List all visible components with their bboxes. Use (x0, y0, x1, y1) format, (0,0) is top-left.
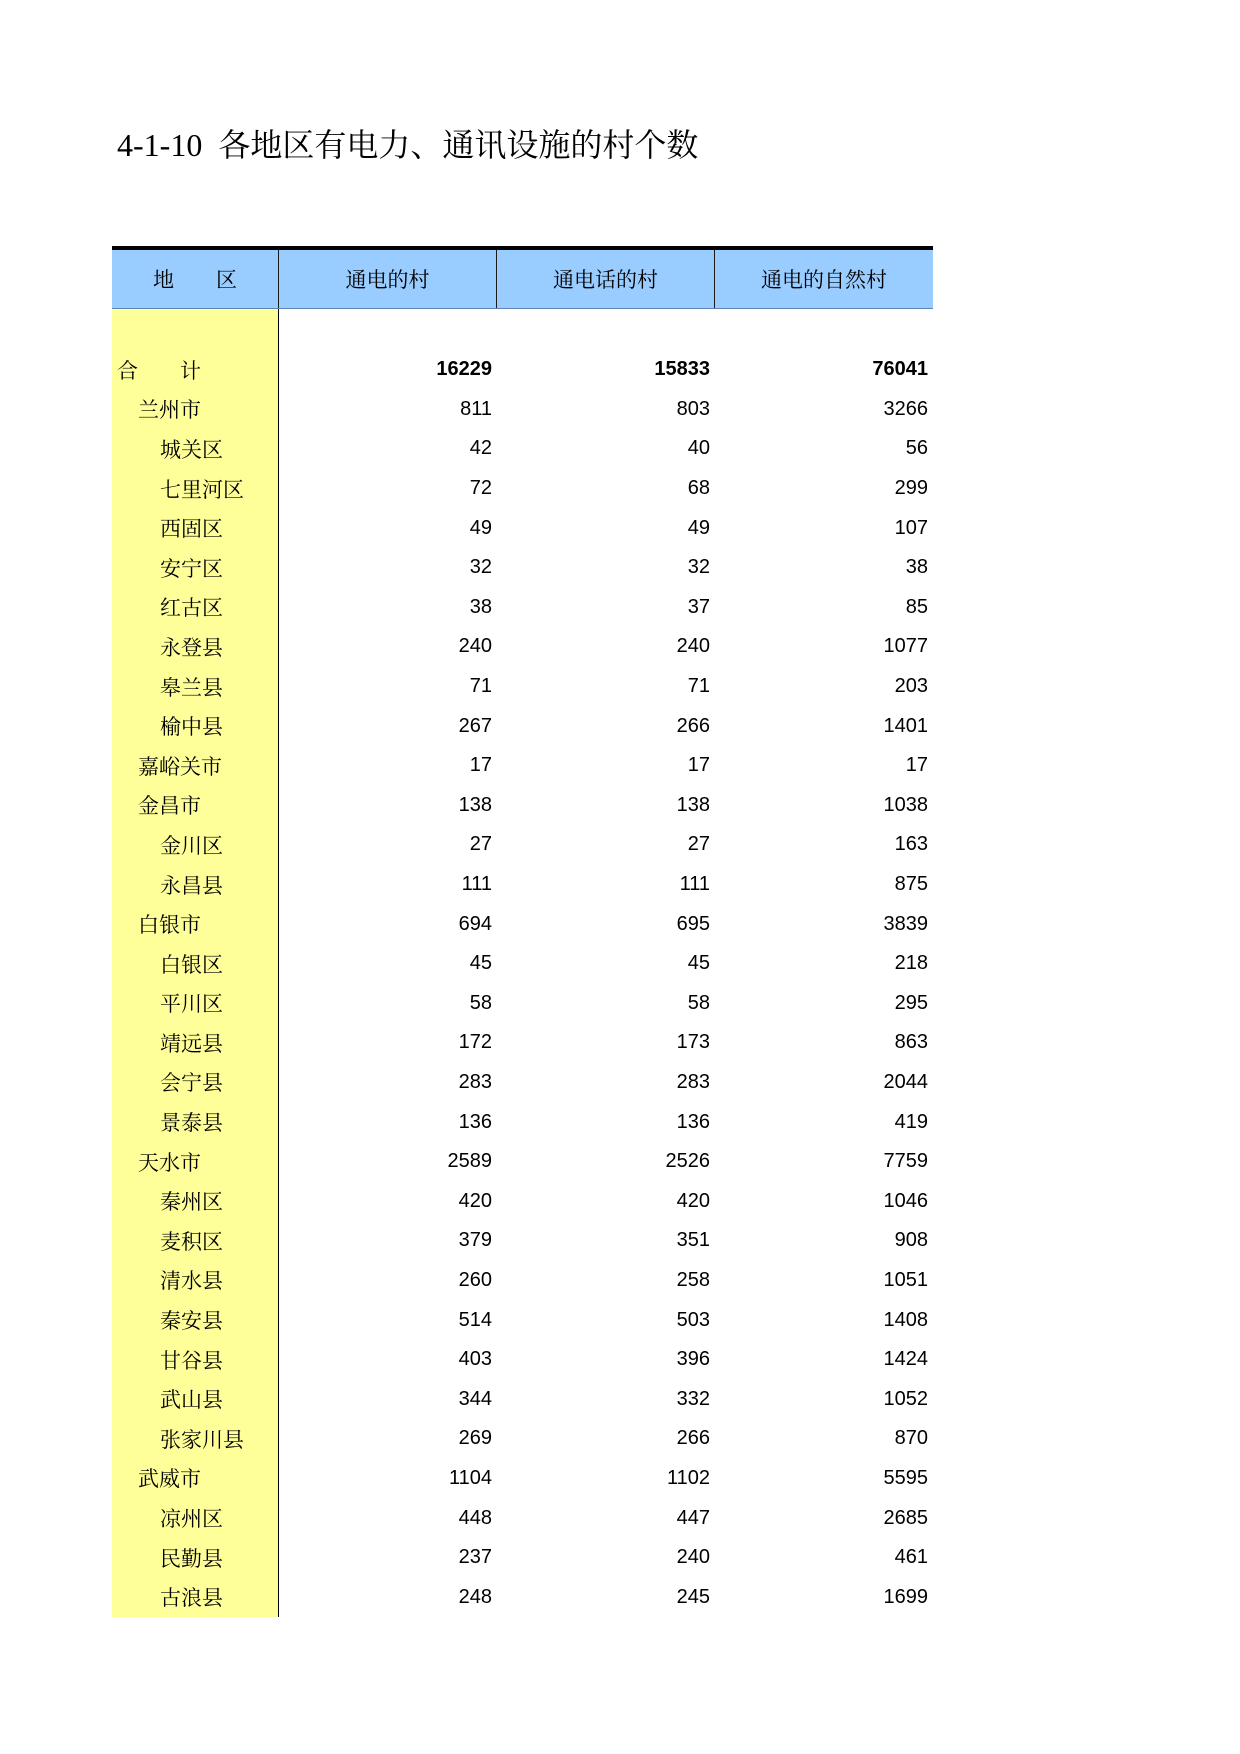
electrified-villages-value: 283 (458, 1070, 492, 1093)
table-row (112, 825, 933, 865)
electrified-villages-value: 240 (458, 635, 492, 658)
electrified-natural-villages-value: 875 (894, 873, 928, 896)
electrified-natural-villages-value: 76041 (872, 358, 928, 381)
electrified-villages-value: 172 (458, 1031, 492, 1054)
electrified-natural-villages-value: 17 (905, 754, 928, 777)
electrified-natural-villages-value: 870 (894, 1427, 928, 1450)
table-row (112, 1498, 933, 1538)
telephone-villages-value: 15833 (654, 358, 710, 381)
region-name: 会宁县 (112, 1063, 279, 1103)
region-name: 七里河区 (112, 469, 279, 509)
telephone-villages-value: 58 (687, 991, 710, 1014)
region-name: 张家川县 (112, 1419, 279, 1459)
table-row (112, 865, 933, 905)
electrified-natural-villages-value: 107 (894, 516, 928, 539)
region-name: 皋兰县 (112, 667, 279, 707)
electrified-natural-villages-value: 1077 (883, 635, 928, 658)
page-title: 4-1-10 各地区有电力、通讯设施的村个数 (117, 127, 699, 163)
telephone-villages-value: 266 (676, 714, 710, 737)
electrified-villages-value: 811 (460, 397, 492, 420)
electrified-natural-villages-value: 908 (894, 1229, 928, 1252)
telephone-villages-value: 71 (687, 675, 710, 698)
region-name: 天水市 (112, 1142, 279, 1182)
electrified-natural-villages-value: 1424 (883, 1348, 928, 1371)
table-row (112, 746, 933, 786)
table-row (112, 1023, 933, 1063)
electrified-villages-value: 45 (469, 952, 492, 975)
electrified-natural-villages-value: 2685 (883, 1506, 928, 1529)
spacer-region-cell (112, 309, 279, 350)
electrified-villages-value: 267 (458, 714, 492, 737)
electrified-natural-villages-value: 3266 (883, 397, 928, 420)
table-row (112, 1142, 933, 1182)
telephone-villages-value: 503 (676, 1308, 710, 1331)
region-name: 金川区 (112, 825, 279, 865)
telephone-villages-value: 245 (676, 1585, 710, 1608)
telephone-villages-value: 40 (687, 437, 710, 460)
electrified-villages-value: 16229 (436, 358, 492, 381)
electrified-villages-value: 379 (458, 1229, 492, 1252)
electrified-natural-villages-value: 3839 (883, 912, 928, 935)
region-name: 古浪县 (112, 1577, 279, 1617)
region-name: 红古区 (112, 588, 279, 628)
region-name: 西固区 (112, 508, 279, 548)
telephone-villages-value: 1102 (666, 1466, 710, 1489)
spacer-cell (497, 309, 715, 350)
electrified-villages-value: 136 (458, 1110, 492, 1133)
electrified-natural-villages-value: 85 (905, 595, 928, 618)
region-name: 白银区 (112, 944, 279, 984)
region-name: 清水县 (112, 1261, 279, 1301)
electrified-villages-value: 111 (461, 873, 492, 896)
electrified-natural-villages-value: 203 (894, 675, 928, 698)
telephone-villages-value: 37 (687, 595, 710, 618)
electrified-natural-villages-value: 1408 (883, 1308, 928, 1331)
region-name: 兰州市 (112, 390, 279, 430)
electrified-villages-value: 49 (469, 516, 492, 539)
region-name: 秦州区 (112, 1181, 279, 1221)
electrified-natural-villages-value: 163 (894, 833, 928, 856)
electrified-natural-villages-value: 2044 (883, 1070, 928, 1093)
electrified-villages-value: 2589 (447, 1150, 492, 1173)
data-table (112, 246, 933, 1617)
region-name: 榆中县 (112, 706, 279, 746)
region-name: 景泰县 (112, 1102, 279, 1142)
telephone-villages-value: 258 (676, 1268, 710, 1291)
electrified-villages-value: 514 (458, 1308, 492, 1331)
region-name: 麦积区 (112, 1221, 279, 1261)
table-row (112, 667, 933, 707)
table-row (112, 627, 933, 667)
region-name: 金昌市 (112, 786, 279, 826)
electrified-villages-value: 71 (469, 675, 492, 698)
electrified-villages-value: 420 (458, 1189, 492, 1212)
header-electrified-villages: 通电的村 (279, 250, 497, 308)
region-name: 安宁区 (112, 548, 279, 588)
electrified-natural-villages-value: 461 (894, 1546, 928, 1569)
region-name: 甘谷县 (112, 1340, 279, 1380)
region-name: 靖远县 (112, 1023, 279, 1063)
region-name: 凉州区 (112, 1498, 279, 1538)
table-row (112, 429, 933, 469)
electrified-villages-value: 237 (458, 1546, 492, 1569)
table-row (112, 1181, 933, 1221)
region-name: 白银市 (112, 904, 279, 944)
telephone-villages-value: 27 (687, 833, 710, 856)
telephone-villages-value: 447 (676, 1506, 710, 1529)
region-name: 平川区 (112, 984, 279, 1024)
table-row (112, 390, 933, 430)
table-row (112, 508, 933, 548)
table-row (112, 1379, 933, 1419)
electrified-natural-villages-value: 863 (894, 1031, 928, 1054)
region-name: 武山县 (112, 1379, 279, 1419)
table-row (112, 469, 933, 509)
region-name: 合 计 (112, 350, 279, 390)
electrified-natural-villages-value: 56 (905, 437, 928, 460)
region-name: 永登县 (112, 627, 279, 667)
spacer-cell (279, 309, 497, 350)
telephone-villages-value: 68 (687, 477, 710, 500)
telephone-villages-value: 136 (676, 1110, 710, 1133)
table-row (112, 984, 933, 1024)
electrified-natural-villages-value: 1401 (883, 714, 928, 737)
telephone-villages-value: 240 (676, 1546, 710, 1569)
telephone-villages-value: 240 (676, 635, 710, 658)
electrified-natural-villages-value: 295 (894, 991, 928, 1014)
electrified-natural-villages-value: 1052 (883, 1387, 928, 1410)
table-row (112, 588, 933, 628)
electrified-natural-villages-value: 1051 (883, 1268, 928, 1291)
table-row (112, 1300, 933, 1340)
telephone-villages-value: 332 (676, 1387, 710, 1410)
region-name: 武威市 (112, 1459, 279, 1499)
header-region: 地 区 (112, 250, 279, 308)
electrified-villages-value: 58 (469, 991, 492, 1014)
table-row (112, 1538, 933, 1578)
spacer-row (112, 309, 933, 350)
telephone-villages-value: 32 (687, 556, 710, 579)
electrified-natural-villages-value: 1038 (883, 793, 928, 816)
electrified-villages-value: 72 (469, 477, 492, 500)
telephone-villages-value: 45 (687, 952, 710, 975)
electrified-natural-villages-value: 419 (894, 1110, 928, 1133)
table-body (112, 350, 933, 1617)
electrified-natural-villages-value: 1699 (883, 1585, 928, 1608)
region-name: 城关区 (112, 429, 279, 469)
region-name: 永昌县 (112, 865, 279, 905)
header-electrified-natural-villages: 通电的自然村 (761, 268, 887, 292)
electrified-villages-value: 27 (469, 833, 492, 856)
region-name: 嘉峪关市 (112, 746, 279, 786)
telephone-villages-value: 173 (676, 1031, 710, 1054)
electrified-villages-value: 260 (458, 1268, 492, 1291)
total-row (112, 350, 933, 390)
electrified-villages-value: 694 (458, 912, 492, 935)
telephone-villages-value: 420 (676, 1189, 710, 1212)
table-row (112, 786, 933, 826)
table-row (112, 944, 933, 984)
electrified-natural-villages-value: 38 (905, 556, 928, 579)
telephone-villages-value: 396 (676, 1348, 710, 1371)
electrified-villages-value: 448 (458, 1506, 492, 1529)
telephone-villages-value: 17 (687, 754, 710, 777)
region-name: 民勤县 (112, 1538, 279, 1578)
table-row (112, 1419, 933, 1459)
telephone-villages-value: 695 (676, 912, 710, 935)
electrified-villages-value: 269 (458, 1427, 492, 1450)
region-name: 秦安县 (112, 1300, 279, 1340)
electrified-natural-villages-value: 5595 (883, 1466, 928, 1489)
table-row (112, 1102, 933, 1142)
table-row (112, 1261, 933, 1301)
electrified-villages-value: 403 (458, 1348, 492, 1371)
table-row (112, 904, 933, 944)
electrified-villages-value: 344 (458, 1387, 492, 1410)
table-header-row (112, 246, 933, 309)
electrified-villages-value: 248 (458, 1585, 492, 1608)
electrified-villages-value: 17 (469, 754, 492, 777)
telephone-villages-value: 266 (676, 1427, 710, 1450)
electrified-natural-villages-value: 218 (894, 952, 928, 975)
electrified-villages-value: 1104 (448, 1466, 492, 1489)
table-row (112, 1340, 933, 1380)
telephone-villages-value: 283 (676, 1070, 710, 1093)
telephone-villages-value: 2526 (665, 1150, 710, 1173)
telephone-villages-value: 351 (676, 1229, 710, 1252)
electrified-natural-villages-value: 7759 (883, 1150, 928, 1173)
telephone-villages-value: 803 (676, 397, 710, 420)
electrified-villages-value: 42 (469, 437, 492, 460)
table-row (112, 1063, 933, 1103)
table-row (112, 1577, 933, 1617)
telephone-villages-value: 49 (687, 516, 710, 539)
table-row (112, 548, 933, 588)
table-row (112, 1221, 933, 1261)
table-row (112, 1459, 933, 1499)
electrified-natural-villages-value: 1046 (883, 1189, 928, 1212)
header-telephone-villages: 通电话的村 (497, 250, 715, 308)
telephone-villages-value: 138 (676, 793, 710, 816)
telephone-villages-value: 111 (679, 873, 710, 896)
electrified-villages-value: 38 (469, 595, 492, 618)
electrified-natural-villages-value: 299 (894, 477, 928, 500)
electrified-villages-value: 138 (458, 793, 492, 816)
electrified-villages-value: 32 (469, 556, 492, 579)
spacer-cell (715, 309, 933, 350)
table-row (112, 706, 933, 746)
